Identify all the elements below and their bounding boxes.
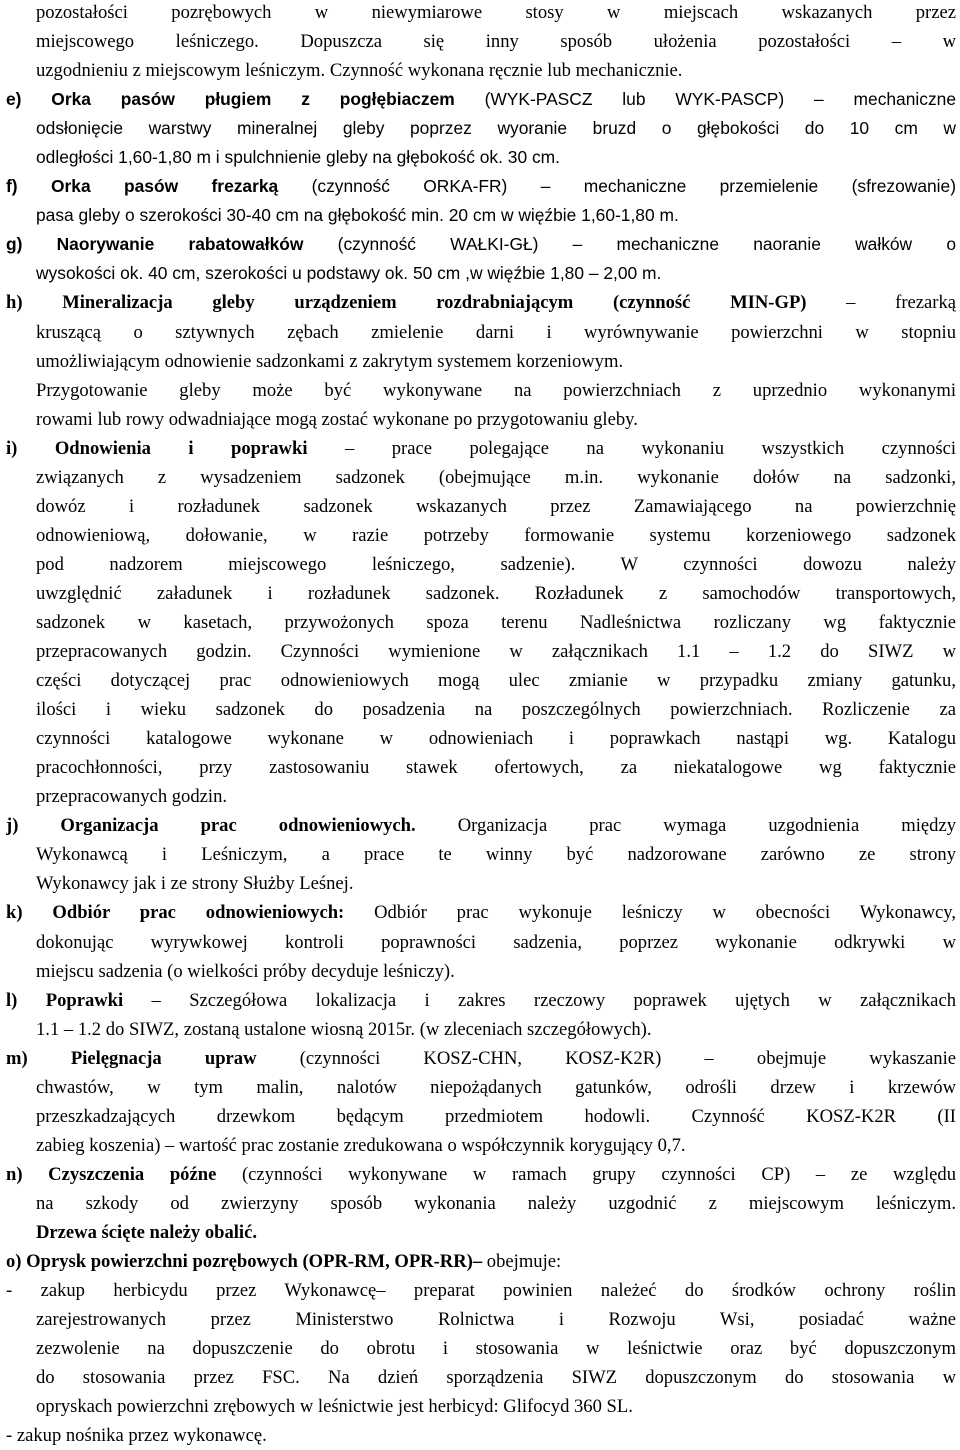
line-text: wysokości ok. 40 cm, szerokości u podstawy ok. 50 cm ,w więźbie 1,80 – 2,00 m.	[36, 263, 662, 284]
line-text: – Szczegółowa lokalizacja i zakres rzeczowy poprawek ujętych w załącznikach	[123, 989, 956, 1011]
text-line	[6, 376, 956, 405]
text-line	[6, 1421, 956, 1450]
text-line	[6, 550, 956, 579]
line-text: zezwolenie na dopuszczenie do obrotu i stosowania w leśnictwie oraz być dopuszczonym	[36, 1338, 956, 1360]
text-line	[6, 1218, 956, 1247]
bold-heading: g) Naorywanie rabatowałków	[6, 234, 304, 255]
text-line	[6, 1015, 956, 1044]
line-text: (czynność WAŁKI-GŁ) – mechaniczne naoranie wałków o	[303, 234, 956, 255]
text-line	[6, 0, 956, 27]
text-line	[6, 782, 956, 811]
line-text: dowóz i rozładunek sadzonek wskazanych przez Zamawiającego na powierzchnię	[36, 495, 956, 517]
line-text: pracochłonności, przy zastosowaniu stawek ofertowych, za niekatalogowe wg faktycznie	[36, 757, 956, 779]
line-text: Wykonawcą i Leśniczym, a prace te winny być nadzorowane zarówno ze strony	[36, 844, 956, 866]
line-text: ilości i wieku sadzonek do posadzenia na poszczególnych powierzchniach. Rozliczenie za	[36, 699, 956, 721]
text-line	[6, 27, 956, 56]
text-line	[6, 1102, 956, 1131]
line-text: na szkody od zwierzyny sposób wykonania należy uzgodnić z miejscowym leśniczym.	[36, 1192, 956, 1214]
bold-heading: f) Orka pasów frezarką	[6, 176, 279, 197]
text-line	[6, 434, 956, 463]
text-line	[6, 172, 956, 201]
line-text: uwzględnić załadunek i rozładunek sadzonek. Rozładunek z samochodów transportowych,	[36, 582, 956, 604]
line-text: odległości 1,60-1,80 m i spulchnienie gleby na głębokość ok. 30 cm.	[36, 147, 560, 168]
bold-heading: k) Odbiór prac odnowieniowych:	[6, 902, 345, 924]
text-line	[6, 1044, 956, 1073]
bold-heading: j) Organizacja prac odnowieniowych.	[6, 815, 416, 837]
line-text: odsłonięcie warstwy mineralnej gleby poprzez wyoranie bruzd o głębokości do 10 cm w	[36, 118, 956, 139]
line-text: obejmuje:	[482, 1251, 562, 1273]
text-line	[6, 1305, 956, 1334]
line-text: przeszkadzających drzewkom będącym przedmiotem hodowli. Czynność KOSZ-K2R (II	[36, 1105, 956, 1127]
line-text: (czynności wykonywane w ramach grupy czynności CP) – ze względu	[216, 1163, 956, 1185]
text-line	[6, 347, 956, 376]
text-line	[6, 492, 956, 521]
text-line	[6, 928, 956, 957]
text-line	[6, 1392, 956, 1421]
text-line	[6, 85, 956, 114]
line-text: pozostałości pozrębowych w niewymiarowe stosy w miejscach wskazanych przez	[36, 2, 956, 23]
line-text: – prace polegające na wykonaniu wszystkich czynności	[307, 437, 956, 459]
line-text: - zakup herbicydu przez Wykonawcę– preparat powinien należeć do środków ochrony roślin	[6, 1280, 956, 1302]
text-line	[6, 201, 956, 230]
text-line	[6, 1276, 956, 1305]
text-line	[6, 259, 956, 288]
line-text: Wykonawcy jak i ze strony Służby Leśnej.	[36, 873, 354, 895]
text-line	[6, 666, 956, 695]
line-text: odnowieniową, dołowanie, w razie potrzeby formowanie systemu korzeniowego sadzonek	[36, 524, 956, 546]
bold-heading: e) Orka pasów pługiem z pogłębiaczem	[6, 89, 455, 110]
line-text: zabieg koszenia) – wartość prac zostanie zredukowana o współczynnik korygujący 0,7.	[36, 1134, 686, 1156]
line-text: opryskach powierzchni zrębowych w leśnictwie jest herbicyd: Glifocyd 360 SL.	[36, 1396, 633, 1418]
line-text: miejscowego leśniczego. Dopuszcza się inny sposób ułożenia pozostałości – w	[36, 31, 956, 53]
line-text: dokonując wyrywkowej kontroli poprawności sadzenia, poprzez wykonanie odkrywki w	[36, 931, 956, 953]
text-line	[6, 56, 956, 85]
text-line	[6, 288, 956, 317]
text-line	[6, 318, 956, 347]
bold-heading: n) Czyszczenia późne	[6, 1163, 217, 1185]
line-text: umożliwiającym odnowienie sadzonkami z zakrytym systemem korzeniowym.	[36, 350, 624, 372]
text-line	[6, 463, 956, 492]
text-line	[6, 1247, 956, 1276]
line-text: zarejestrowanych przez Ministerstwo Rolnictwa i Rozwoju Wsi, posiadać ważne	[36, 1309, 956, 1331]
text-line	[6, 637, 956, 666]
line-text: – frezarką	[806, 292, 956, 314]
text-line	[6, 695, 956, 724]
bold-heading: m) Pielęgnacja upraw	[6, 1047, 257, 1069]
line-text: przepracowanych godzin.	[36, 786, 228, 808]
bold-heading: h) Mineralizacja gleby urządzeniem rozdrabniającym (czynność MIN-GP)	[6, 292, 807, 314]
line-text: (czynności KOSZ-CHN, KOSZ-K2R) – obejmuje wykaszanie	[256, 1047, 956, 1069]
bold-heading: i) Odnowienia i poprawki	[6, 437, 308, 459]
text-line	[6, 724, 956, 753]
text-line	[6, 405, 956, 434]
line-text: czynności katalogowe wykonane w odnowieniach i poprawkach nastąpi wg. Katalogu	[36, 728, 956, 750]
text-line	[6, 1334, 956, 1363]
line-text: rowami lub rowy odwadniające mogą zostać wykonane po przygotowaniu gleby.	[36, 408, 638, 430]
line-text: (WYK-PASCZ lub WYK-PASCP) – mechaniczne	[454, 89, 956, 110]
line-text: kruszącą o sztywnych zębach zmielenie darni i wyrównywanie powierzchni w stopniu	[36, 321, 956, 343]
line-text: Organizacja prac wymaga uzgodnienia między	[415, 815, 956, 837]
text-line	[6, 957, 956, 986]
text-line	[6, 840, 956, 869]
text-line	[6, 143, 956, 172]
text-line	[6, 1073, 956, 1102]
text-line	[6, 579, 956, 608]
text-line	[6, 1131, 956, 1160]
line-text: związanych z wysadzeniem sadzonek (obejmujące m.in. wykonanie dołów na sadzonki,	[36, 466, 956, 488]
bold-heading: l) Poprawki	[6, 989, 124, 1011]
text-line	[6, 230, 956, 259]
text-line	[6, 986, 956, 1015]
line-text: 1.1 – 1.2 do SIWZ, zostaną ustalone wiosną 2015r. (w zleceniach szczegółowych).	[36, 1018, 652, 1040]
text-line	[6, 114, 956, 143]
bold-heading: o) Oprysk powierzchni pozrębowych (OPR-RM, OPR-RR)–	[6, 1251, 483, 1273]
text-line	[6, 1363, 956, 1392]
line-text: pasa gleby o szerokości 30-40 cm na głębokość min. 20 cm w więźbie 1,60-1,80 m.	[36, 205, 679, 226]
text-line	[6, 1160, 956, 1189]
line-text: miejscu sadzenia (o wielkości próby decyduje leśniczy).	[36, 960, 455, 982]
line-text: - zakup nośnika przez wykonawcę.	[6, 1425, 267, 1447]
line-text: do stosowania przez FSC. Na dzień sporządzenia SIWZ dopuszczonym do stosowania w	[36, 1367, 956, 1389]
line-text: sadzonek w kasetach, przywożonych spoza terenu Nadleśnictwa rozliczany wg faktycznie	[36, 611, 956, 633]
line-text: części dotyczącej prac odnowieniowych mogą ulec zmianie w przypadku zmiany gatunku,	[36, 670, 956, 692]
text-line	[6, 521, 956, 550]
line-text: uzgodnieniu z miejscowym leśniczym. Czynność wykonana ręcznie lub mechanicznie.	[36, 60, 683, 82]
line-text: chwastów, w tym malin, nalotów niepożądanych gatunków, odrośli drzew i krzewów	[36, 1076, 956, 1098]
line-text: Przygotowanie gleby może być wykonywane na powierzchniach z uprzednio wykonanymi	[36, 379, 956, 401]
line-text: pod nadzorem miejscowego leśniczego, sadzenie). W czynności dowozu należy	[36, 553, 956, 575]
text-line	[6, 869, 956, 898]
line-text: przepracowanych godzin. Czynności wymienione w załącznikach 1.1 – 1.2 do SIWZ w	[36, 641, 956, 663]
line-text: (czynność ORKA-FR) – mechaniczne przemielenie (sfrezowanie)	[278, 176, 956, 197]
bold-heading: Drzewa ścięte należy obalić.	[36, 1221, 257, 1243]
text-line	[6, 1189, 956, 1218]
document-page	[6, 0, 956, 1450]
text-line	[6, 811, 956, 840]
text-line	[6, 608, 956, 637]
text-line	[6, 753, 956, 782]
text-line	[6, 898, 956, 927]
line-text: Odbiór prac wykonuje leśniczy w obecności Wykonawcy,	[344, 902, 956, 924]
